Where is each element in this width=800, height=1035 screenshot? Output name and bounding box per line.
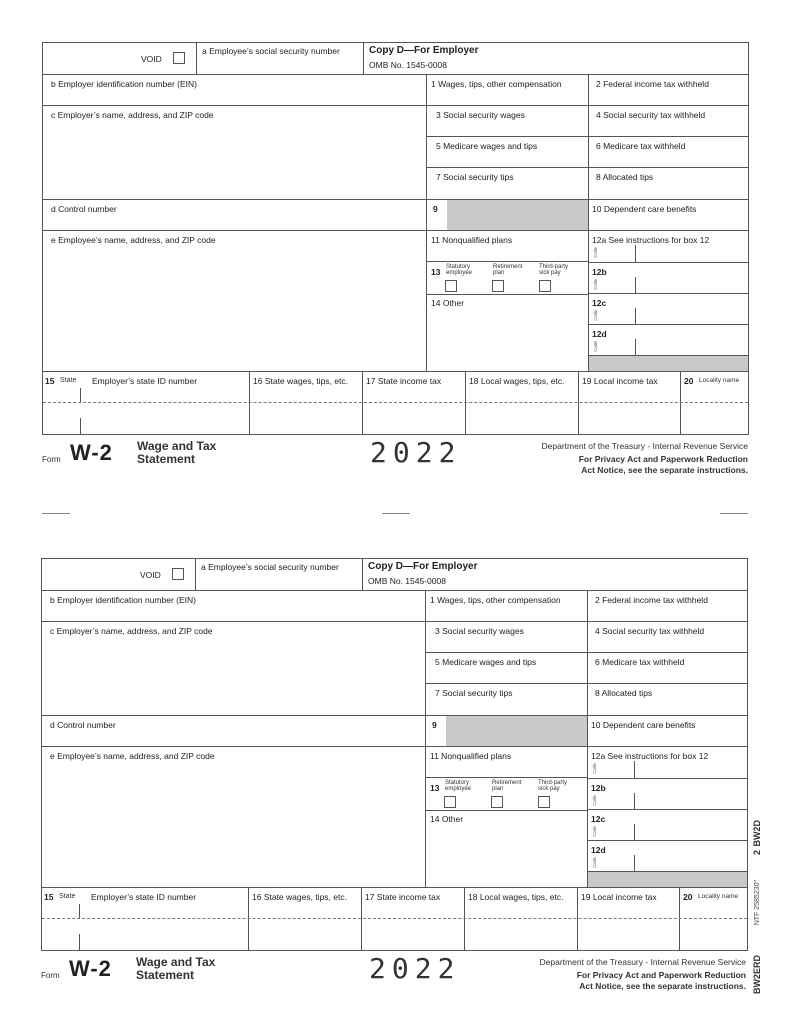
box-19-label: 19 Local income tax xyxy=(581,892,657,902)
box-9-shade xyxy=(446,716,588,746)
box-11[interactable] xyxy=(425,746,588,778)
box-19[interactable] xyxy=(577,887,680,951)
box-8[interactable] xyxy=(588,167,749,200)
side-code-2: 2 xyxy=(752,850,762,856)
box-16-label: 16 State wages, tips, etc. xyxy=(252,892,347,902)
box-18[interactable] xyxy=(465,371,579,435)
box-c-employer[interactable] xyxy=(41,621,426,716)
dept-treasury: Department of the Treasury - Internal Revenue Service xyxy=(539,957,746,967)
box-15-state-label: State xyxy=(59,893,76,900)
box-20[interactable] xyxy=(680,371,749,435)
box-d-control[interactable] xyxy=(42,199,427,231)
box-4-label: 4 Social security tax withheld xyxy=(595,626,705,636)
third-party-sick-pay-checkbox[interactable] xyxy=(538,796,550,808)
box-12a-label: 12a See instructions for box 12 xyxy=(592,235,710,245)
third-party-sick-pay-checkbox[interactable] xyxy=(539,280,551,292)
box-5[interactable] xyxy=(425,652,588,684)
state-row-dashed-line xyxy=(43,402,748,403)
box-3[interactable] xyxy=(426,105,589,137)
box-10-label: 10 Dependent care benefits xyxy=(591,720,696,730)
box-e-label: e Employee’s name, address, and ZIP code xyxy=(50,751,215,761)
form-title-line-1: Wage and Tax xyxy=(137,439,217,453)
box-2[interactable] xyxy=(588,74,749,106)
cut-mark-center xyxy=(382,513,410,514)
statutory-employee-checkbox[interactable] xyxy=(445,280,457,292)
box-15-divider-bottom xyxy=(79,934,80,950)
box-12b[interactable] xyxy=(588,262,749,294)
retirement-plan-checkbox[interactable] xyxy=(491,796,503,808)
box-13-number: 13 xyxy=(431,267,441,277)
box-5-label: 5 Medicare wages and tips xyxy=(435,657,537,667)
side-code-bw2d: BW2D xyxy=(752,820,762,847)
w2-form-bottom xyxy=(0,516,800,1006)
box-17[interactable] xyxy=(362,371,466,435)
box-13-retirement-label: Retirement plan xyxy=(493,264,523,276)
box-a-ssn[interactable] xyxy=(196,42,364,75)
box-20-locality-label: Locality name xyxy=(698,893,739,900)
side-code-bw2erd: BW2ERD xyxy=(752,955,762,995)
box-3[interactable] xyxy=(425,621,588,653)
omb-number: OMB No. 1545-0008 xyxy=(369,60,447,70)
box-12c-label: 12c xyxy=(591,814,606,824)
box-12d-code-label: Code xyxy=(593,341,598,352)
box-15-id-label: Employer’s state ID number xyxy=(91,892,197,902)
box-8-label: 8 Allocated tips xyxy=(596,172,654,182)
box-15-divider-top xyxy=(80,388,81,402)
box-4[interactable] xyxy=(588,105,749,137)
box-12c[interactable] xyxy=(587,809,748,841)
box-20-number: 20 xyxy=(683,892,693,902)
box-15-number: 15 xyxy=(44,892,54,902)
box-d-control[interactable] xyxy=(41,715,426,747)
box-1-label: 1 Wages, tips, other compensation xyxy=(431,79,562,89)
box-9 xyxy=(426,199,589,231)
box-e-label: e Employee’s name, address, and ZIP code xyxy=(51,235,216,245)
box-12c-divider xyxy=(634,824,635,840)
box-12c-code-label: Code xyxy=(593,310,598,321)
box-c-label: c Employer’s name, address, and ZIP code xyxy=(50,626,213,636)
box-12b-code-label: Code xyxy=(592,795,597,806)
form-word: Form xyxy=(41,971,60,980)
box-9-shade xyxy=(447,200,589,230)
box-13-retirement-label: Retirement plan xyxy=(492,780,522,792)
privacy-notice-2: Act Notice, see the separate instructions. xyxy=(581,465,748,475)
cut-mark-right xyxy=(720,513,748,514)
statutory-employee-checkbox[interactable] xyxy=(444,796,456,808)
void-cell xyxy=(42,42,197,75)
form-name-w2: W-2 xyxy=(69,956,112,981)
box-12a-code-label: Code xyxy=(592,763,597,774)
box-20[interactable] xyxy=(679,887,748,951)
form-word: Form xyxy=(42,455,61,464)
box-18[interactable] xyxy=(464,887,578,951)
state-row-dashed-line xyxy=(42,918,747,919)
box-12a-label: 12a See instructions for box 12 xyxy=(591,751,709,761)
box-6[interactable] xyxy=(587,652,748,684)
box-12c-divider xyxy=(635,308,636,324)
box-12c-code-label: Code xyxy=(592,826,597,837)
box-19[interactable] xyxy=(578,371,681,435)
box-12-shade-row xyxy=(588,355,749,372)
box-12d-label: 12d xyxy=(592,329,607,339)
box-15-id-label: Employer’s state ID number xyxy=(92,376,198,386)
box-e-employee[interactable] xyxy=(41,746,426,888)
box-4[interactable] xyxy=(587,621,748,653)
box-17-label: 17 State income tax xyxy=(365,892,441,902)
box-12b-label: 12b xyxy=(592,267,607,277)
box-15[interactable] xyxy=(41,887,249,951)
form-title-line-1: Wage and Tax xyxy=(136,955,216,969)
box-19-label: 19 Local income tax xyxy=(582,376,658,386)
box-3-label: 3 Social security wages xyxy=(435,626,524,636)
box-2[interactable] xyxy=(587,590,748,622)
box-12d-label: 12d xyxy=(591,845,606,855)
box-13 xyxy=(425,777,588,811)
box-12b[interactable] xyxy=(587,778,748,810)
box-a-label: a Employee’s social security number xyxy=(201,562,339,572)
box-12d-code-label: Code xyxy=(592,857,597,868)
box-d-label: d Control number xyxy=(50,720,116,730)
box-12a-divider xyxy=(635,245,636,262)
box-13-number: 13 xyxy=(430,783,440,793)
box-3-label: 3 Social security wages xyxy=(436,110,525,120)
box-11[interactable] xyxy=(426,230,589,262)
box-b-ein[interactable] xyxy=(42,74,427,106)
box-6-label: 6 Medicare tax withheld xyxy=(596,141,686,151)
box-12b-divider xyxy=(635,277,636,293)
box-12c[interactable] xyxy=(588,293,749,325)
box-17-label: 17 State income tax xyxy=(366,376,442,386)
box-20-number: 20 xyxy=(684,376,694,386)
box-10-label: 10 Dependent care benefits xyxy=(592,204,697,214)
box-b-label: b Employer identification number (EIN) xyxy=(50,595,196,605)
box-2-label: 2 Federal income tax withheld xyxy=(595,595,708,605)
box-13-sickpay-label: Third-party sick pay xyxy=(538,780,568,792)
box-8-label: 8 Allocated tips xyxy=(595,688,653,698)
tax-year: 2022 xyxy=(370,436,462,469)
box-14-label: 14 Other xyxy=(430,814,464,824)
box-16[interactable] xyxy=(249,371,363,435)
tax-year: 2022 xyxy=(369,952,461,985)
box-12c-label: 12c xyxy=(592,298,607,308)
box-1[interactable] xyxy=(426,74,589,106)
box-7-label: 7 Social security tips xyxy=(436,172,514,182)
box-18-label: 18 Local wages, tips, etc. xyxy=(469,376,565,386)
form-title-line-2: Statement xyxy=(136,968,195,982)
box-b-ein[interactable] xyxy=(41,590,426,622)
box-7[interactable] xyxy=(426,167,589,200)
box-6-label: 6 Medicare tax withheld xyxy=(595,657,685,667)
box-14[interactable] xyxy=(426,294,589,372)
box-18-label: 18 Local wages, tips, etc. xyxy=(468,892,564,902)
box-1-label: 1 Wages, tips, other compensation xyxy=(430,595,561,605)
box-12a-code-label: Code xyxy=(593,247,598,258)
cut-mark-left xyxy=(42,513,70,514)
box-15-divider-bottom xyxy=(80,418,81,434)
copy-d-title: Copy D—For Employer xyxy=(368,561,478,572)
box-11-label: 11 Nonqualified plans xyxy=(431,235,513,245)
box-12a-divider xyxy=(634,761,635,778)
box-12-shade-row xyxy=(587,871,748,888)
box-7[interactable] xyxy=(425,683,588,716)
box-c-label: c Employer’s name, address, and ZIP code xyxy=(51,110,214,120)
box-17[interactable] xyxy=(361,887,465,951)
box-12a[interactable] xyxy=(588,230,749,263)
box-1[interactable] xyxy=(425,590,588,622)
box-14-label: 14 Other xyxy=(431,298,465,308)
privacy-notice-2: Act Notice, see the separate instructions. xyxy=(579,981,746,991)
omb-number: OMB No. 1545-0008 xyxy=(368,576,446,586)
void-checkbox[interactable] xyxy=(172,568,184,580)
dept-treasury: Department of the Treasury - Internal Revenue Service xyxy=(541,441,748,451)
box-7-label: 7 Social security tips xyxy=(435,688,513,698)
box-15-state-label: State xyxy=(60,377,77,384)
retirement-plan-checkbox[interactable] xyxy=(492,280,504,292)
box-c-employer[interactable] xyxy=(42,105,427,200)
void-label: VOID xyxy=(141,54,162,64)
box-8[interactable] xyxy=(587,683,748,716)
box-16-label: 16 State wages, tips, etc. xyxy=(253,376,348,386)
box-16[interactable] xyxy=(248,887,362,951)
box-12a[interactable] xyxy=(587,746,748,779)
box-5[interactable] xyxy=(426,136,589,168)
privacy-notice-1: For Privacy Act and Paperwork Reduction xyxy=(576,970,746,980)
copy-d-cell xyxy=(363,42,749,75)
box-2-label: 2 Federal income tax withheld xyxy=(596,79,709,89)
box-12b-divider xyxy=(634,793,635,809)
form-name-w2: W-2 xyxy=(70,440,113,465)
box-d-label: d Control number xyxy=(51,204,117,214)
void-cell xyxy=(41,558,196,591)
form-title-line-2: Statement xyxy=(137,452,196,466)
box-12d[interactable] xyxy=(588,324,749,356)
void-label: VOID xyxy=(140,570,161,580)
side-code-ntf: NTF 2585230" xyxy=(754,880,761,926)
box-13 xyxy=(426,261,589,295)
box-10[interactable] xyxy=(588,199,749,231)
box-15-divider-top xyxy=(79,904,80,918)
box-a-label: a Employee’s social security number xyxy=(202,46,340,56)
box-12d-divider xyxy=(635,339,636,355)
box-12d-divider xyxy=(634,855,635,871)
box-11-label: 11 Nonqualified plans xyxy=(430,751,512,761)
box-9-label: 9 xyxy=(433,204,438,214)
box-20-locality-label: Locality name xyxy=(699,377,740,384)
w2-form-top xyxy=(0,0,800,480)
box-13-sickpay-label: Third-party sick pay xyxy=(539,264,569,276)
box-4-label: 4 Social security tax withheld xyxy=(596,110,706,120)
box-e-employee[interactable] xyxy=(42,230,427,372)
void-checkbox[interactable] xyxy=(173,52,185,64)
copy-d-title: Copy D—For Employer xyxy=(369,45,479,56)
box-12b-code-label: Code xyxy=(593,279,598,290)
box-9 xyxy=(425,715,588,747)
box-a-ssn[interactable] xyxy=(195,558,363,591)
box-13-statutory-label: Statutory employee xyxy=(446,264,473,276)
box-15[interactable] xyxy=(42,371,250,435)
box-14[interactable] xyxy=(425,810,588,888)
copy-d-cell xyxy=(362,558,748,591)
box-9-label: 9 xyxy=(432,720,437,730)
box-6[interactable] xyxy=(588,136,749,168)
box-12b-label: 12b xyxy=(591,783,606,793)
box-b-label: b Employer identification number (EIN) xyxy=(51,79,197,89)
box-12d[interactable] xyxy=(587,840,748,872)
box-5-label: 5 Medicare wages and tips xyxy=(436,141,538,151)
box-15-number: 15 xyxy=(45,376,55,386)
box-10[interactable] xyxy=(587,715,748,747)
privacy-notice-1: For Privacy Act and Paperwork Reduction xyxy=(578,454,748,464)
box-13-statutory-label: Statutory employee xyxy=(445,780,472,792)
